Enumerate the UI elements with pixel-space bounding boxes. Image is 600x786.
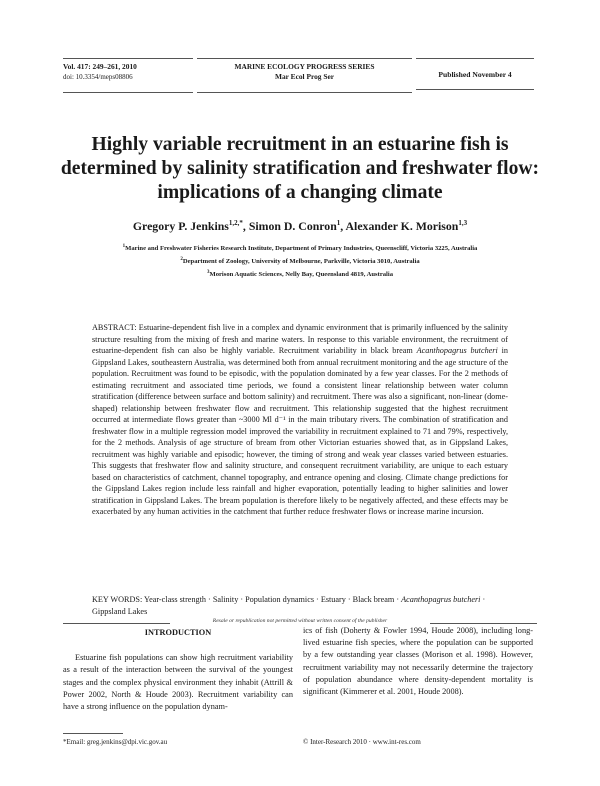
author-name: Gregory P. Jenkins (132, 219, 229, 233)
affiliation-list (40, 241, 560, 281)
published-date: Published November 4 (438, 69, 512, 79)
keywords-text: · Gippsland Lakes (92, 595, 486, 616)
volume-info: Vol. 417: 249–261, 2010 (63, 62, 137, 71)
affiliation-number: 2 (180, 257, 183, 263)
author-affiliation-mark: 1 (336, 219, 341, 228)
keywords (92, 594, 508, 617)
paper-title: Highly variable recruitment in an estuarine fish is determined by salinity stratification and freshwater flow: implications of a changing climate (60, 134, 540, 203)
abstract-text: ABSTRACT: Estuarine-dependent fish live in a complex and dynamic environment that is primarily influenced by the salinity structure resulting from the mixing of fresh and marine waters. In response to this variable environment, the recruitment of estuarine-dependent fish can also be highly variable. Recruitment variability in black bream (92, 323, 508, 355)
body-column-right (303, 625, 533, 698)
affiliation-number: 1 (122, 244, 126, 249)
affiliation-text: Morison Aquatic Sciences, Nelly Bay, Queensland 4819, Australia (209, 271, 394, 279)
author-name: Alexander K. Morison (345, 219, 459, 233)
journal-name: MARINE ECOLOGY PROGRESS SERIES (234, 62, 375, 71)
resale-notice: Resale or republication not permitted without written consent of the publisher (212, 618, 388, 624)
doi-link[interactable]: doi: 10.3354/meps08806 (63, 73, 133, 81)
affiliation (40, 241, 560, 254)
abstract (92, 322, 508, 518)
footnote-divider (63, 733, 123, 734)
body-column-left (63, 625, 293, 713)
header-journal-block (197, 58, 412, 93)
author-name: Simon D. Conron (248, 219, 337, 233)
author-separator: , (340, 219, 346, 233)
affiliation (40, 254, 560, 267)
author-affiliation-mark: 1,2,* (228, 219, 243, 228)
corresponding-email[interactable]: *Email: greg.jenkins@dpi.vic.gov.au (63, 738, 168, 746)
species-name: Acanthopagrus butcheri (401, 595, 481, 604)
body-paragraph: ics of fish (Doherty & Fowler 1994, Houde 2008), including long-lived estuarine fish species, where the population can be supported by a few outstanding year classes (Morison et al. 1998). However, recruitment variability may not necessarily determine the trajectory of population abundance where density-dependent mortality is significant (Kimmerer et al. 2001, Houde 2008). (303, 626, 533, 697)
divider-left (63, 623, 170, 624)
journal-abbreviation: Mar Ecol Prog Ser (274, 72, 335, 81)
section-heading: INTRODUCTION (144, 628, 212, 637)
abstract-text: in Gippsland Lakes, southeastern Australia, was determined both from annual recruitment monitoring and the age structure of the population. Recruitment was found to be episodic, with the population dominated by a few year classes. For the 2 methods of estimating recruitment and associated time periods, we found a consistent linear relationship between water column stratification (difference between surface and bottom salinity) and recruitment. There was also a significant, non-linear (dome-shaped) relationship between freshwater flow and recruitment. This relationship suggested that the highest recruitment occurred at intermediate flows greater than ~3000 Ml d⁻¹ in the main tributary rivers. The combination of stratification and freshwater flow in a multiple regression model improved the variability in recruitment explained to 71 and 79%, respectively, for the 2 methods. Analysis of age structure of bream from other Victorian estuaries showed that, as in Gippsland Lakes, recruitment was highly variable and episodic; however, the timing of strong and weak year classes varied between estuaries. This suggests that freshwater flow and salinity structure, and consequent recruitment variability, are unique to each estuary based on characteristics of catchment, channel topography, and entrance opening and closing. Climate change predictions for the Gippsland Lakes region include less rainfall and higher evaporation, potentially leading to higher salinities and lower stratification in Gippsland Lakes. The bream population is therefore likely to be negatively affected, and these effects may be exacerbated by any human activities in the catchment that further reduce freshwater flows or increase marine incursion. (92, 346, 508, 516)
author-affiliation-mark: 1,3 (458, 219, 468, 228)
keywords-text: KEY WORDS: Year-class strength · Salinity · Population dynamics · Estuary · Black bream · (92, 595, 402, 604)
header-volume-block (63, 58, 193, 93)
affiliation-number: 3 (206, 270, 210, 276)
body-paragraph: Estuarine fish populations can show high recruitment variability as a result of the interaction between the survival of the youngest stages and the complex physical environment they inhabit (Attrill & Power 2002, North & Houde 2003). Recruitment variability can have a strong influence on the population dynam- (63, 653, 293, 712)
affiliation-text: Marine and Freshwater Fisheries Research Institute, Department of Primary Industries, Queenscliff, Victoria 3225, Australia (125, 245, 478, 253)
species-name: Acanthopagrus butcheri (416, 346, 498, 355)
copyright-notice: © Inter-Research 2010 · www.int-res.com (303, 738, 421, 746)
divider-right (430, 623, 537, 624)
author-separator: , (242, 219, 249, 233)
affiliation (40, 267, 560, 280)
affiliation-text: Department of Zoology, University of Melbourne, Parkville, Victoria 3010, Australia (182, 258, 420, 266)
author-list (60, 219, 540, 234)
header-published-block (416, 58, 534, 90)
